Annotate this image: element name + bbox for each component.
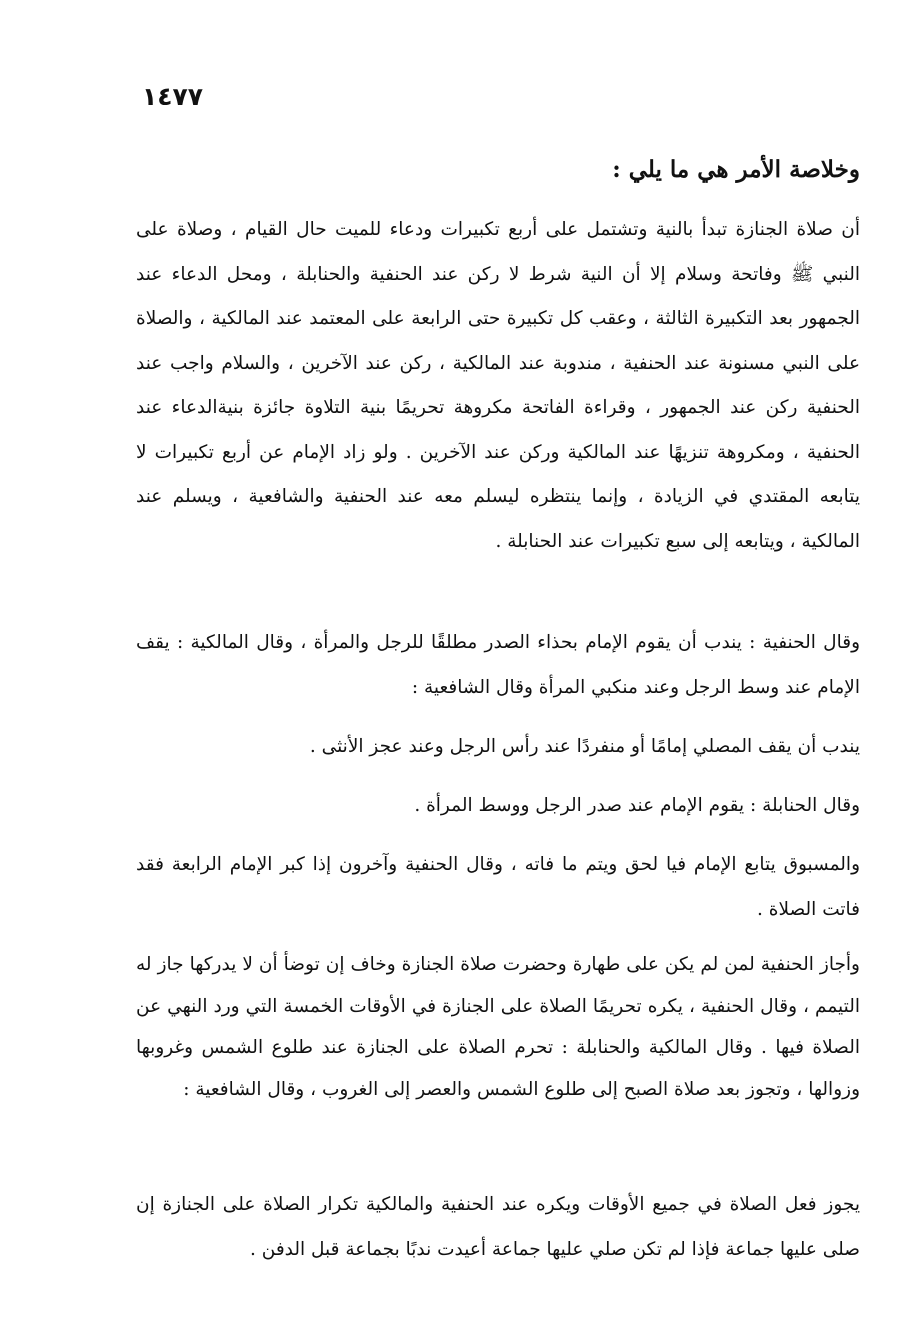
section-heading: وخلاصة الأمر هي ما يلي :: [612, 156, 860, 183]
paragraph-hanafi-maliki-position: وقال الحنفية : يندب أن يقوم الإمام بحذاء الصدر مطلقًا للرجل والمرأة ، وقال المالكية : يقف الإمام عند وسط الرجل وعند منكبي المرأة وقال الشافعية :: [136, 632, 860, 698]
paragraph-shafii-position: يندب أن يقف المصلي إمامًا أو منفردًا عند رأس الرجل وعند عجز الأنثى .: [309, 736, 860, 757]
page-number: ١٤٧٧: [142, 82, 204, 111]
paragraph-repeat-prayer: يجوز فعل الصلاة في جميع الأوقات ويكره عند الحنفية والمالكية تكرار الصلاة على الجنازة إن صلى عليها جماعة فإذا لم تكن صلي عليها جماعة أعيدت ندبًا بجماعة قبل الدفن .: [136, 1194, 860, 1260]
paragraph-summary: أن صلاة الجنازة تبدأ بالنية وتشتمل على أربع تكبيرات ودعاء للميت حال القيام ، وصلاة على النبي ﷺ وفاتحة وسلام إلا أن النية شرط لا ركن عند الحنفية والحنابلة ، ومحل الدعاء عند الجمهور بعد التكبيرة الثالثة ، وعقب كل تكبيرة حتى الرابعة على المعتمد عند المالكية ، والصلاة على النبي مسنونة عند الحنفية ، مندوبة عند المالكية ، ركن عند الآخرين ، والسلام واجب عند الحنفية ركن عند الجمهور ، وقراءة الفاتحة مكروهة تحريمًا بنية التلاوة جائزة بنيةالدعاء عند الحنفية ، ومكروهة تنزيهًا عند المالكية وركن عند الآخرين . ولو زاد الإمام عن أربع تكبيرات لا يتابعه المقتدي في الزيادة ، وإنما ينتظره ليسلم معه عند الحنفية والشافعية ، ويسلم عند المالكية ، ويتابعه إلى سبع تكبيرات عند الحنابلة .: [136, 219, 860, 552]
paragraph-hanbali-position: وقال الحنابلة : يقوم الإمام عند صدر الرجل ووسط المرأة .: [414, 795, 860, 816]
paragraph-masbuq: والمسبوق يتابع الإمام فيا لحق ويتم ما فاته ، وقال الحنفية وآخرون إذا كبر الإمام الرابعة فقد فاتت الصلاة .: [136, 854, 860, 920]
paragraph-tayammum-and-times: وأجاز الحنفية لمن لم يكن على طهارة وحضرت صلاة الجنازة وخاف إن توضأ أن لا يدركها جاز له التيمم ، وقال الحنفية ، يكره تحريمًا الصلاة على الجنازة في الأوقات الخمسة التي ورد النهي عن الصلاة فيها . وقال المالكية والحنابلة : تحرم الصلاة على الجنازة عند طلوع الشمس وغروبها وزوالها ، وتجوز بعد صلاة الصبح إلى طلوع الشمس والعصر إلى الغروب ، وقال الشافعية :: [136, 954, 860, 1100]
